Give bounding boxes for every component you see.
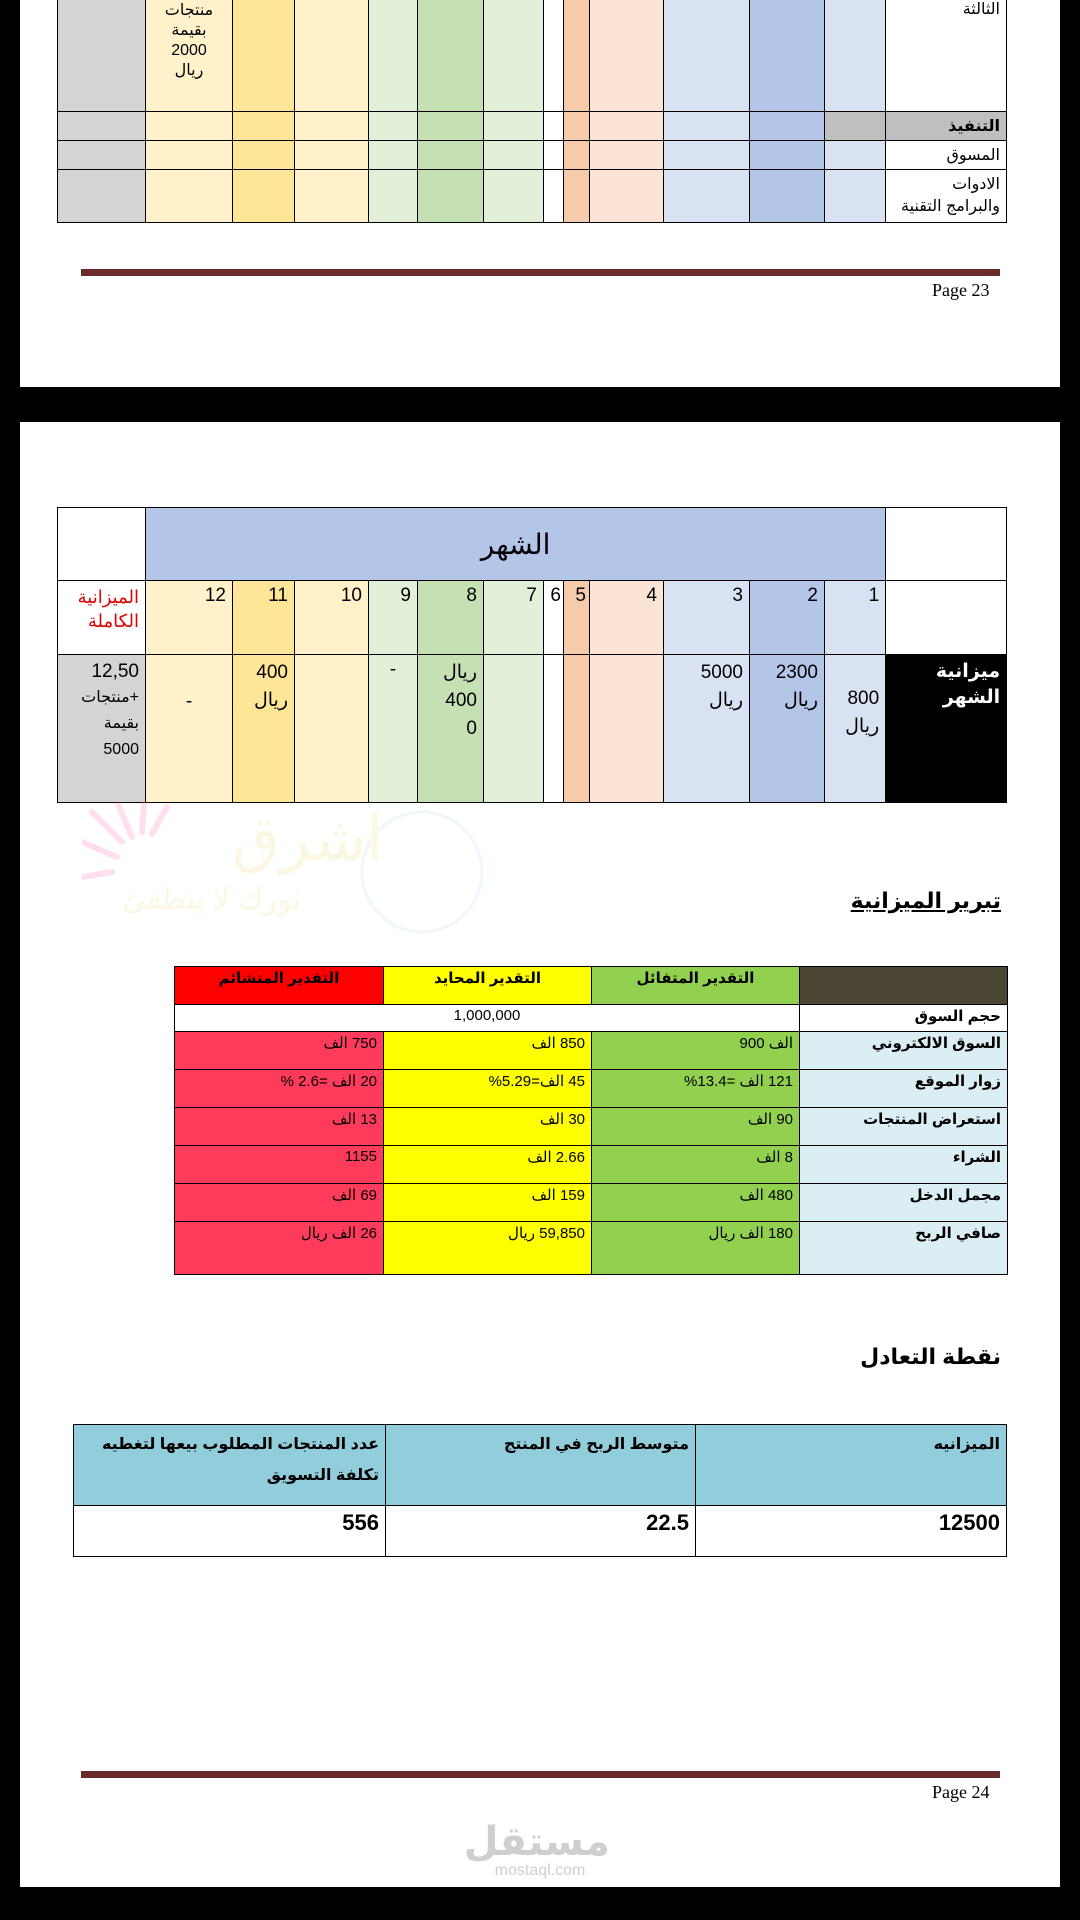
watermark-text: اشرق [232,805,384,874]
value-line: ريال [845,716,880,737]
pessimistic-value: 13 الف [175,1108,384,1146]
table-header-row [175,967,1008,1005]
m1-value [825,655,886,803]
units-needed-value: 556 [74,1506,386,1557]
page-23 [20,0,1060,387]
m11-value [233,655,295,803]
page23-plan-table [57,0,1007,223]
optimistic-value: 8 الف [592,1146,800,1184]
breakeven-title: نقطة التعادل [860,1344,1001,1369]
value-line: 400 [256,662,288,683]
col-units-needed: عدد المنتجات المطلوب بيعها لتغطيه تكلفة التسويق [74,1425,386,1506]
watermark-subtext: نورك لا ينطفئ [122,883,302,916]
page-rule [81,1771,1000,1778]
month-6: 6 [544,581,564,655]
col-avg-profit: متوسط الربح في المنتج [386,1425,696,1506]
m4-value [590,655,664,803]
m10-value [295,655,369,803]
value-line: 0 [466,718,477,739]
month-10: 10 [295,581,369,655]
full-budget-line: الكاملة [87,611,139,631]
page-number: Page 24 [932,1782,990,1802]
table-row [175,1222,1008,1275]
m5-value [564,655,590,803]
month-8: 8 [418,581,484,655]
table-row [175,1070,1008,1108]
tools-line: الادوات [952,176,1000,193]
col-pessimistic: التقدير المتشائم [175,967,384,1005]
value-line: 800 [847,688,880,709]
value-line: 2300 [775,662,818,683]
pessimistic-value: 1155 [175,1146,384,1184]
value-line: ريال [708,690,743,711]
row-label: مجمل الدخل [800,1184,1008,1222]
m7-value [484,655,544,803]
table-row [58,170,1007,223]
optimistic-value: 90 الف [592,1108,800,1146]
budget-value: 12500 [696,1506,1007,1557]
total-line: 5000 [103,741,139,758]
neutral-value: 159 الف [384,1184,592,1222]
market-size-value: 1,000,000 [175,1005,800,1032]
col-budget: الميزانيه [696,1425,1007,1506]
full-budget-line: الميزانية [77,587,139,607]
month-11: 11 [233,581,295,655]
month-2: 2 [750,581,825,655]
budget-values-row [58,655,1007,803]
mostaql-logo [463,1820,610,1880]
page-number: Page 23 [932,280,990,300]
pessimistic-value: 69 الف [175,1184,384,1222]
watermark-logo [82,802,522,992]
month-12: 12 [146,581,233,655]
market-size-row [175,1005,1008,1032]
row-label: استعراض المنتجات [800,1108,1008,1146]
total-line: بقيمة [103,715,139,732]
page-rule [81,269,1000,276]
month-budget-label [886,655,1007,803]
breakeven-table [73,1424,1007,1557]
pessimistic-value: 20 الف =2.6 % [175,1070,384,1108]
m6-value [544,655,564,803]
justification-table [174,966,1008,1275]
label-line: ميزانية [935,661,1001,682]
row-label: السوق الالكتروني [800,1032,1008,1070]
optimistic-value: 180 الف ريال [592,1222,800,1275]
table-row [175,1108,1008,1146]
table-row [175,1032,1008,1070]
neutral-value: 45 الف=5.29% [384,1070,592,1108]
neutral-value: 59,850 ريال [384,1222,592,1275]
neutral-value: 850 الف [384,1032,592,1070]
total-line: 12,50 [91,661,139,682]
row-label: الشراء [800,1146,1008,1184]
months-row [58,581,1007,655]
third-note-cell [146,0,233,112]
month-3: 3 [664,581,750,655]
table-row [58,141,1007,170]
m2-value [750,655,825,803]
value-line: ريال [442,662,477,683]
total-line: +منتجات [81,689,139,706]
page-24 [20,422,1060,1887]
optimistic-value: 121 الف =13.4% [592,1070,800,1108]
total-budget-cell [58,655,146,803]
m8-value [418,655,484,803]
table-row [58,112,1007,141]
pessimistic-value: 26 الف ريال [175,1222,384,1275]
neutral-value: 2.66 الف [384,1146,592,1184]
month-7: 7 [484,581,544,655]
value-line: ريال [783,690,818,711]
m12-value: - [146,655,233,803]
row-label: زوار الموقع [800,1070,1008,1108]
note-line: منتجات [164,2,214,19]
month-budget-table [57,507,1007,803]
table-row [58,508,1007,581]
month-5: 5 [564,581,590,655]
month-header: الشهر [146,508,886,581]
third-label: الثالثة [886,0,1007,112]
row-label: صافي الربح [800,1222,1008,1275]
optimistic-value: الف 900 [592,1032,800,1070]
label-line: الشهر [942,687,1001,708]
avg-profit-value: 22.5 [386,1506,696,1557]
marketer-label: المسوق [886,141,1007,170]
pessimistic-value: 750 الف [175,1032,384,1070]
m9-value: - [369,655,418,803]
table-row [175,1184,1008,1222]
month-1: 1 [825,581,886,655]
m3-value [664,655,750,803]
justification-title: تبرير الميزانية [850,888,1001,913]
logo-latin: mostaql.com [494,1862,586,1879]
note-line: 2000 [171,42,207,59]
tools-line: والبرامج التقنية [901,198,1000,215]
value-line: 400 [445,690,477,711]
note-line: بقيمة [171,22,207,39]
optimistic-value: 480 الف [592,1184,800,1222]
month-9: 9 [369,581,418,655]
note-line: ريال [174,62,204,79]
logo-arabic: مستقل [463,1820,610,1864]
tools-label [886,170,1007,223]
table-row [175,1146,1008,1184]
table-header-row [74,1425,1007,1506]
value-line: ريال [253,690,288,711]
market-size-label: حجم السوق [800,1005,1008,1032]
execution-label: التنفيذ [886,112,1007,141]
full-budget-label [58,581,146,655]
table-row [74,1506,1007,1557]
value-line: 5000 [700,662,743,683]
table-row [58,0,1007,112]
month-4: 4 [590,581,664,655]
col-neutral: التقدير المحايد [384,967,592,1005]
corner-cell [800,967,1008,1005]
neutral-value: 30 الف [384,1108,592,1146]
col-optimistic: التقدير المتفائل [592,967,800,1005]
